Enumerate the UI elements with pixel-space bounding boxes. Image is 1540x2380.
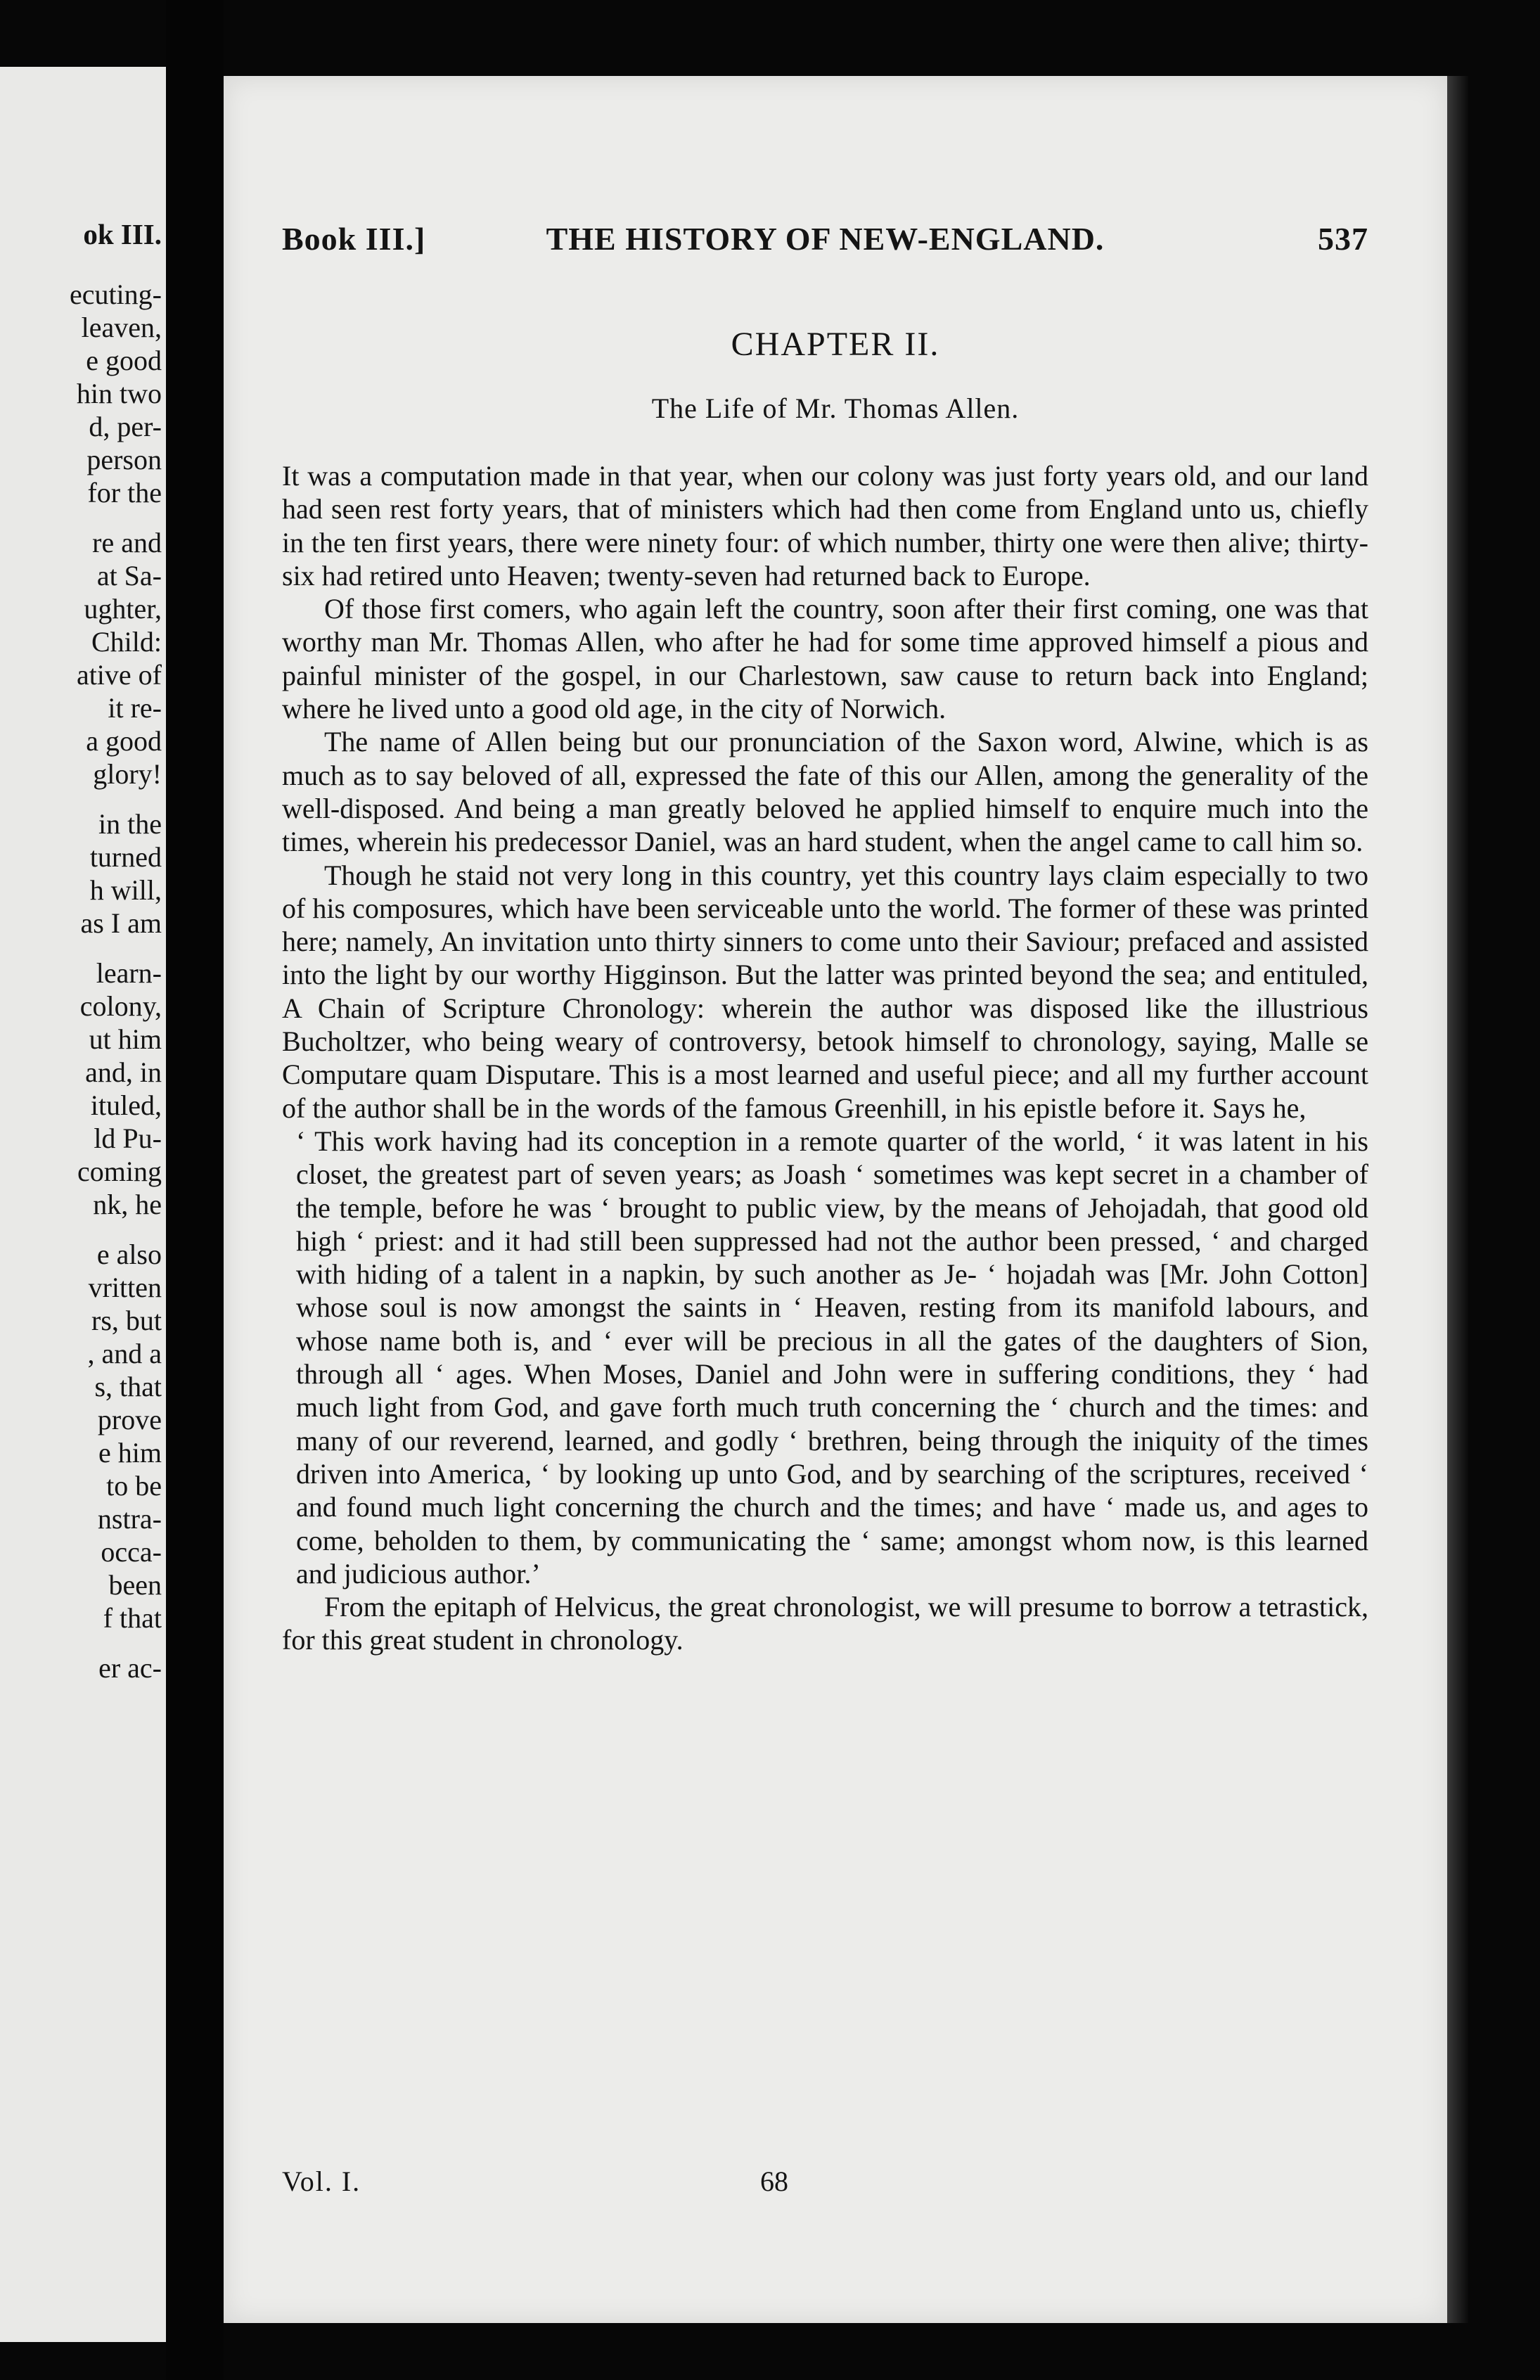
previous-page-line-fragment: been	[108, 1569, 162, 1601]
previous-page-line-fragment: ecuting-	[69, 279, 162, 310]
previous-page-header-fragment: ok III.	[83, 218, 162, 250]
previous-page-line-fragment: prove	[97, 1404, 162, 1435]
previous-page-line-fragment: d, per-	[89, 411, 162, 442]
previous-page-line-fragment: h will,	[89, 874, 162, 906]
page-footer	[282, 2165, 1368, 2207]
previous-page-line-fragment: colony,	[79, 990, 162, 1022]
previous-page-line-fragment: nk, he	[93, 1189, 162, 1220]
book-gutter	[166, 0, 224, 2380]
chapter-title: CHAPTER II.	[731, 326, 940, 363]
page-number: 537	[1318, 221, 1368, 257]
previous-page-line-fragment: e good	[86, 345, 162, 376]
previous-page-line-fragment: at Sa-	[96, 560, 162, 591]
previous-page-line-fragment: f that	[103, 1602, 162, 1634]
page-edge-shadow	[1447, 76, 1468, 2323]
previous-page-line-fragment: re and	[92, 527, 162, 558]
paragraph: From the epitaph of Helvicus, the great chronologist, we will presume to borrow a tetrastick, for this great student in chronology.	[282, 1591, 1368, 1656]
quotation-paragraph: ‘ This work having had its conception in a remote quarter of the world, ‘ it was latent in his closet, the greatest part of seven years; as Joash ‘ sometimes was kept secret in a chamber of the temple, before he was ‘ brought to public view, by the means of Jehojadah, that good old high ‘ priest: and it had still been suppressed had not the author been pressed, ‘ and charged with hiding of a talent in a napkin, by such another as Je- ‘ hojadah was [Mr. John Cotton] whose soul is now amongst the saints in ‘ Heaven, resting from its manifold labours, and whose name both is, and ‘ ever will be precious in all the gates of the daughters of Sion, through all ‘ ages. When Moses, Daniel and John were in suffering conditions, they ‘ had much light from God, and gave forth much truth concerning the ‘ church and the times: and many of our reverend, learned, and godly ‘ brethren, being through the iniquity of the times driven into America, ‘ by looking up unto God, and by searching of the scriptures, received ‘ and found much light concerning the church and the times; and have ‘ made us, and ages to come, beholden to them, by communicating the ‘ same; amongst whom now, is this learned and judicious author.’	[296, 1125, 1368, 1589]
signature-mark: 68	[760, 2165, 788, 2197]
running-head-book: Book III.]	[282, 221, 426, 257]
paragraph: It was a computation made in that year, when our colony was just forty years old, and our land had seen rest forty years, that of ministers which had then come from England unto us, chiefly in the ten first years, there were ninety four: of which number, thirty one were then alive; thirty-six had retired unto Heaven; twenty-seven had returned back to Europe.	[282, 460, 1368, 591]
previous-page-line-fragment: Child:	[91, 626, 162, 658]
previous-page-line-fragment: s, that	[94, 1371, 162, 1402]
previous-page-line-fragment: , and a	[87, 1338, 162, 1369]
volume-label: Vol. I.	[282, 2165, 361, 2197]
previous-page-line-fragment: ughter,	[84, 593, 162, 625]
previous-page-line-fragment: e him	[98, 1437, 162, 1469]
previous-page-line-fragment: rs, but	[91, 1305, 162, 1336]
previous-page-line-fragment: ut him	[89, 1023, 162, 1055]
paragraph: Though he staid not very long in this country, yet this country lays claim especially to two of his composures, which have been serviceable unto the world. The former of these was printed here; namely, An invitation unto thirty sinners to come unto their Saviour; prefaced and assisted into the light by our worthy Higginson. But the latter was printed beyond the sea; and entituled, A Chain of Scripture Chronology: wherein the author was disposed like the illustrious Bucholtzer, who being weary of controversy, betook himself to chronology, saying, Malle se Computare quam Disputare. This is a most learned and useful piece; and all my further account of the author shall be in the words of the famous Greenhill, in his epistle before it. Says he,	[282, 859, 1368, 1124]
paragraph: The name of Allen being but our pronunciation of the Saxon word, Alwine, which is as much as to say beloved of all, expressed the fate of this our Allen, among the generality of the well-disposed. And being a man greatly beloved he applied himself to enquire much into the times, wherein his predecessor Daniel, was an hard student, when the angel came to call him so.	[282, 726, 1368, 858]
previous-page-line-fragment: learn-	[96, 957, 162, 989]
previous-page-line-fragment: vritten	[88, 1272, 162, 1303]
previous-page-line-fragment: hin two	[76, 378, 162, 409]
previous-page-line-fragment: ld Pu-	[94, 1122, 162, 1154]
running-head	[282, 220, 1368, 262]
previous-page-line-fragment: in the	[98, 808, 162, 840]
previous-page-line-fragment: er ac-	[98, 1652, 162, 1684]
previous-page-line-fragment: for the	[87, 477, 162, 508]
book-page	[224, 76, 1447, 2323]
running-head-title: THE HISTORY OF NEW-ENGLAND.	[546, 221, 1105, 257]
previous-page-line-fragment: it re-	[108, 692, 162, 724]
previous-page-line-fragment: ative of	[76, 659, 162, 691]
previous-page-line-fragment: as I am	[80, 907, 162, 939]
body-text	[282, 459, 1368, 1657]
paragraph: Of those first comers, who again left the country, soon after their first coming, one was that worthy man Mr. Thomas Allen, who after he had for some time approved himself a pious and painful minister of the gospel, in our Charlestown, saw cause to return back into England; where he lived unto a good old age, in the city of Norwich.	[282, 593, 1368, 725]
previous-page-fragment	[0, 67, 166, 2342]
previous-page-line-fragment: glory!	[93, 758, 162, 790]
previous-page-line-fragment: occa-	[101, 1536, 162, 1568]
previous-page-line-fragment: e also	[96, 1239, 162, 1270]
previous-page-line-fragment: coming	[77, 1156, 162, 1187]
previous-page-line-fragment: person	[86, 444, 162, 475]
previous-page-line-fragment: to be	[106, 1470, 162, 1502]
previous-page-line-fragment: ituled,	[90, 1089, 162, 1121]
previous-page-line-fragment: and, in	[85, 1056, 162, 1088]
previous-page-line-fragment: turned	[89, 841, 162, 873]
previous-page-line-fragment: leaven,	[81, 312, 162, 343]
previous-page-line-fragment: nstra-	[97, 1503, 162, 1535]
previous-page-line-fragment: a good	[86, 725, 162, 757]
section-title: The Life of Mr. Thomas Allen.	[651, 392, 1020, 424]
